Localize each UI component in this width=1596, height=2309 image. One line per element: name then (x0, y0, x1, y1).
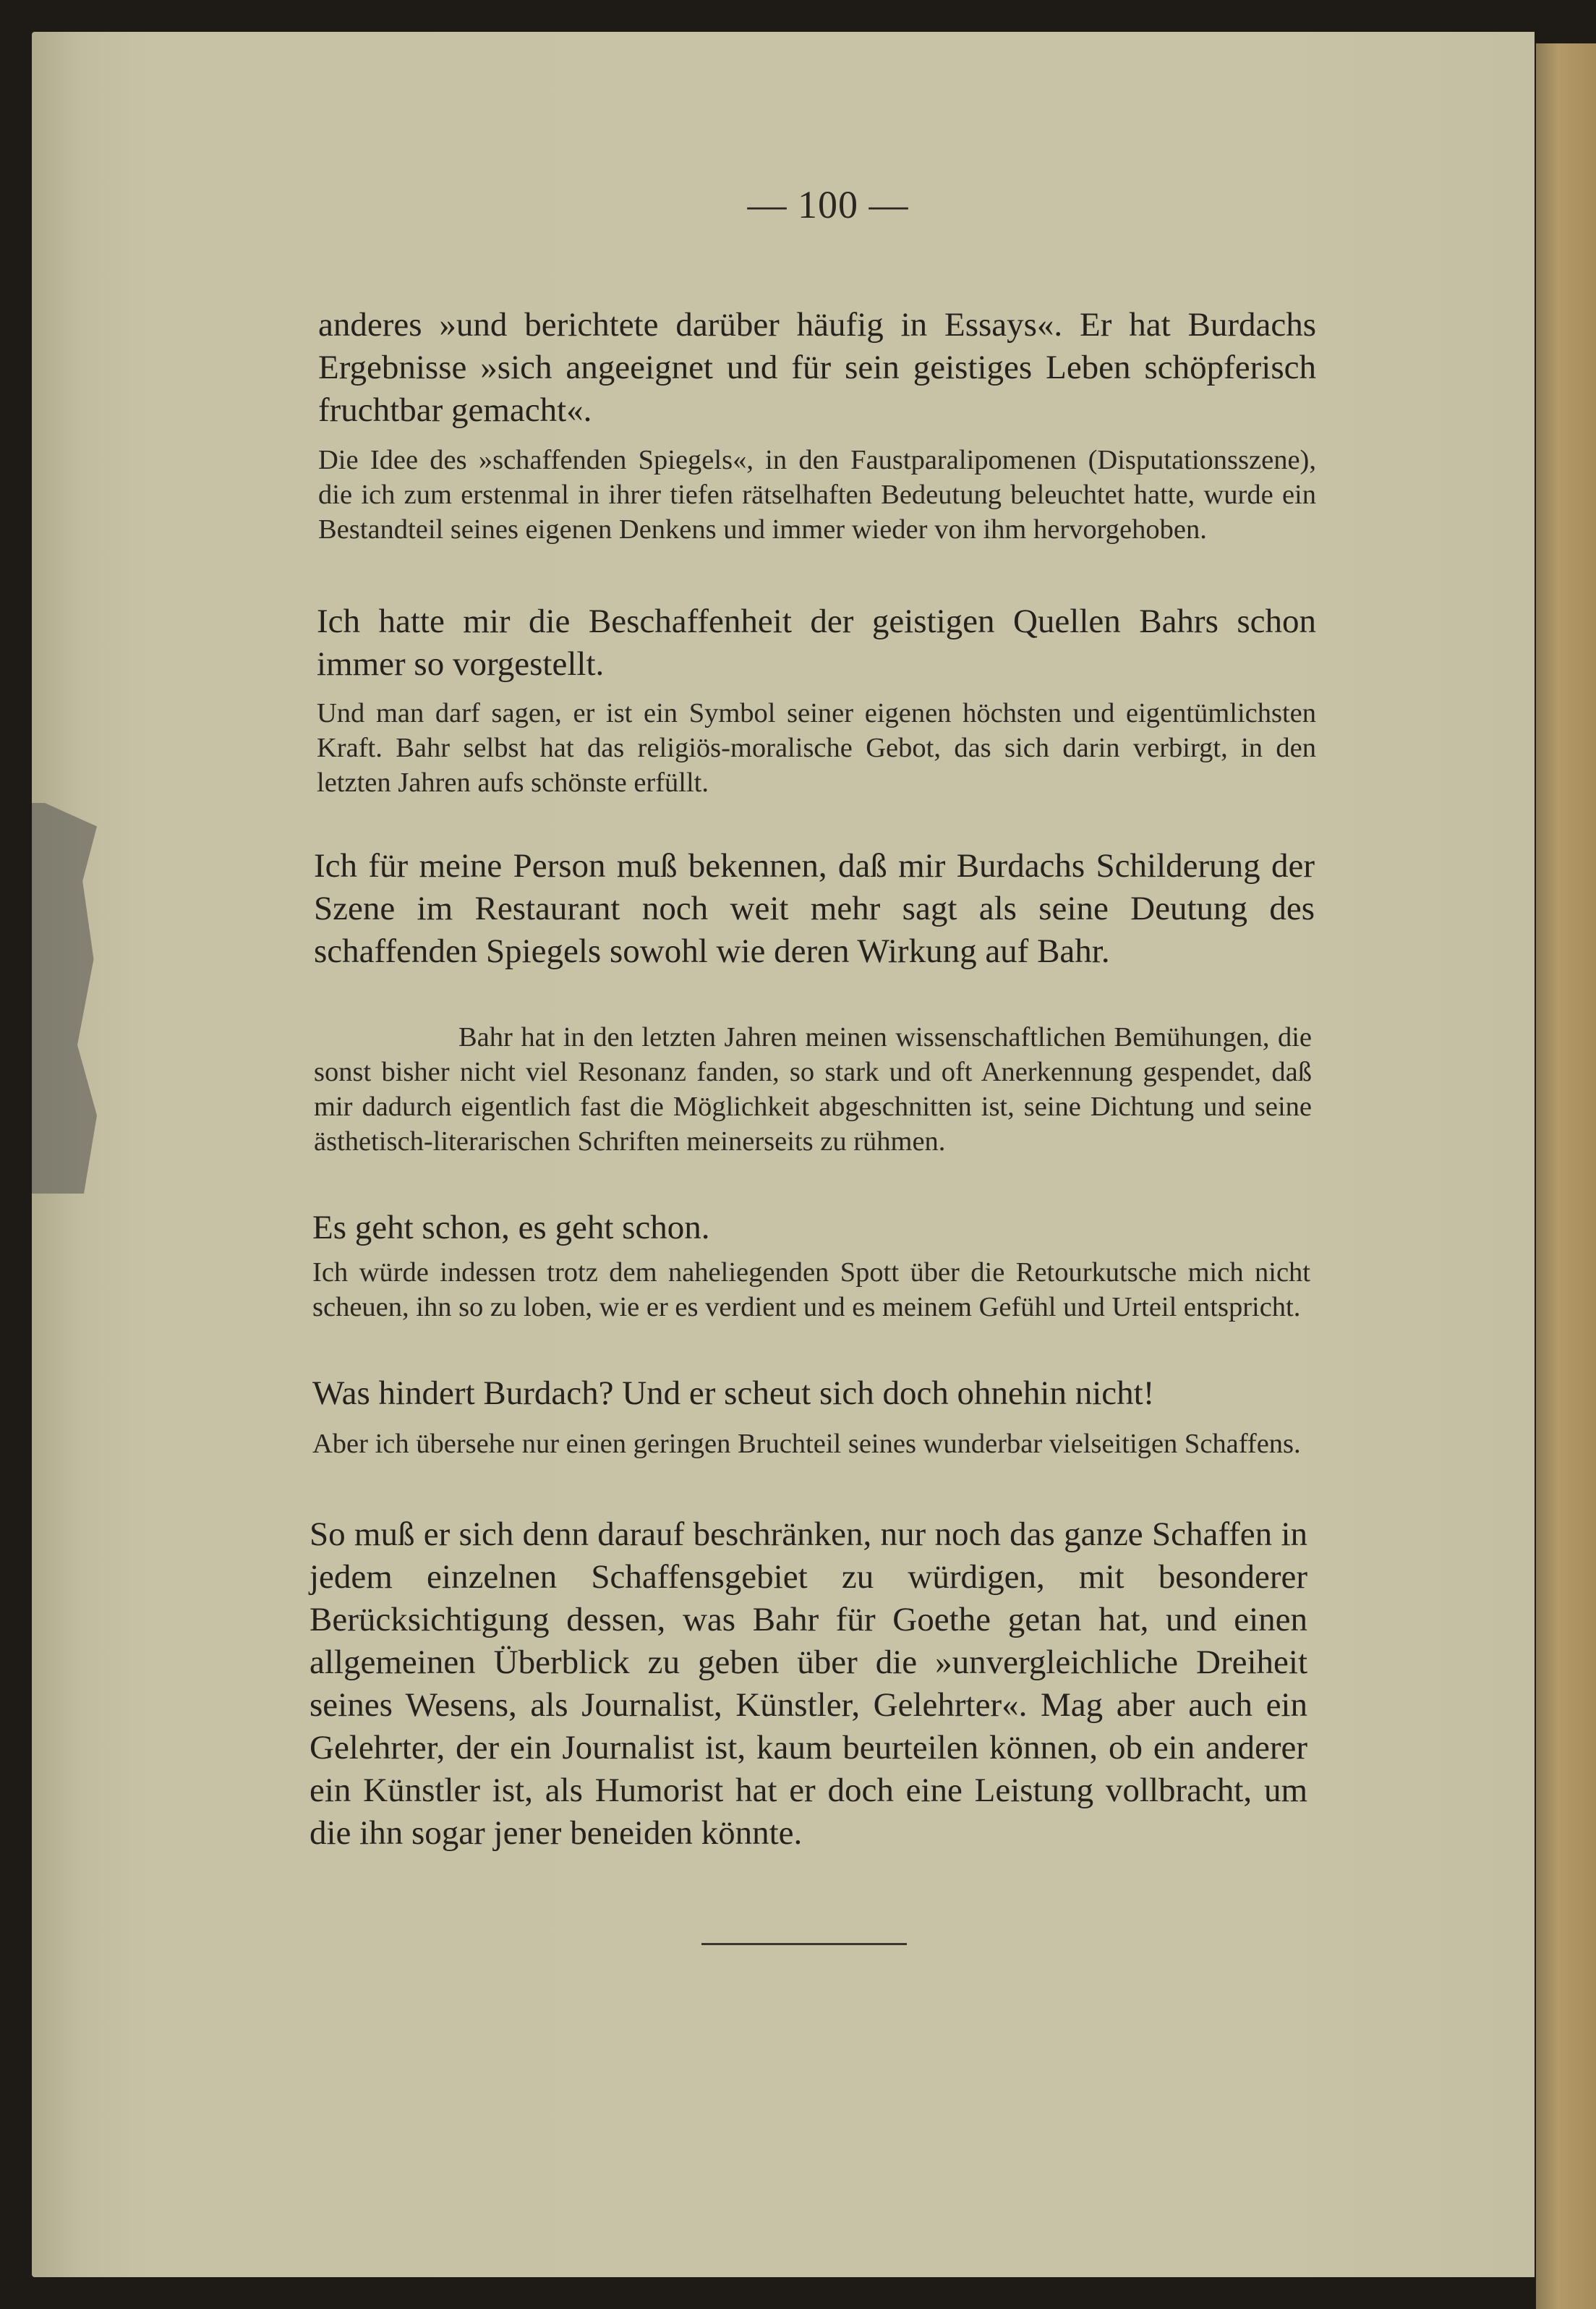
paragraph-1: anderes »und berichtete darüber häufig in Essays«. Er hat Burdachs Ergebnisse »sich angeeignet und für sein geistiges Leben schöpferisch fruchtbar gemacht«. (318, 306, 1316, 429)
paragraph-3: Ich hatte mir die Beschaffenheit der geistigen Quellen Bahrs schon immer so vorgestellt. (317, 603, 1316, 683)
paragraph-8: Ich würde indessen trotz dem naheliegenden Spott über die Retourkutsche mich nicht scheuen, ihn so zu loben, wie er es verdient und es meinem Gefühl und Urteil entspricht. (312, 1257, 1310, 1322)
paragraph-2: Die Idee des »schaffenden Spiegels«, in den Faustparalipomenen (Disputationsszene), die ich zum erstenmal in ihrer tiefen rätselhaften Bedeutung beleuchtet hatte, wurde ein Bestandteil seines eigenen Denkens und immer wieder von ihm hervorgehoben. (318, 445, 1316, 545)
page-number: — 100 — (747, 183, 909, 226)
end-rule (701, 1943, 907, 1945)
paragraph-6: Bahr hat in den letzten Jahren meinen wissenschaftlichen Bemühungen, die sonst bisher nicht viel Resonanz fanden, so stark und oft Anerkennung gespendet, daß mir dadurch eigentlich fast die Möglichkeit abgeschnitten ist, seine Dichtung und seine ästhetisch-literarischen Schriften meinerseits zu rühmen. (314, 1022, 1312, 1157)
paragraph-4: Und man darf sagen, er ist ein Symbol seiner eigenen höchsten und eigentümlichsten Kraft. Bahr selbst hat das religiös-moralische Gebot, das sich darin verbirgt, in den letzten Jahren aufs schönste erfüllt. (317, 698, 1316, 798)
adjacent-page-edge (1536, 43, 1596, 2309)
paragraph-11: So muß er sich denn darauf beschränken, nur noch das ganze Schaffen in jedem einzelnen Schaffensgebiet zu würdigen, mit besonderer Berücksichtigung dessen, was Bahr für Goethe getan hat, und einen allgemeinen Überblick zu geben über die »unvergleichliche Dreiheit seines Wesens, als Journalist, Künstler, Gelehrter«. Mag aber auch ein Gelehrter, der ein Journalist ist, kaum beurteilen können, ob ein anderer ein Künstler ist, als Humorist hat er doch eine Leistung vollbracht, um die ihn sogar jener beneiden könnte. (310, 1515, 1307, 1852)
paragraph-5: Ich für meine Person muß bekennen, daß mir Burdachs Schilderung der Szene im Restaurant noch weit mehr sagt als seine Deutung des schaffenden Spiegels sowohl wie deren Wirkung auf Bahr. (314, 847, 1315, 970)
paragraph-9: Was hindert Burdach? Und er scheut sich doch ohnehin nicht! (312, 1374, 1155, 1412)
paragraph-10: Aber ich übersehe nur einen geringen Bruchteil seines wunderbar vielseitigen Schaffens. (312, 1429, 1301, 1459)
paragraph-7: Es geht schon, es geht schon. (312, 1209, 710, 1246)
